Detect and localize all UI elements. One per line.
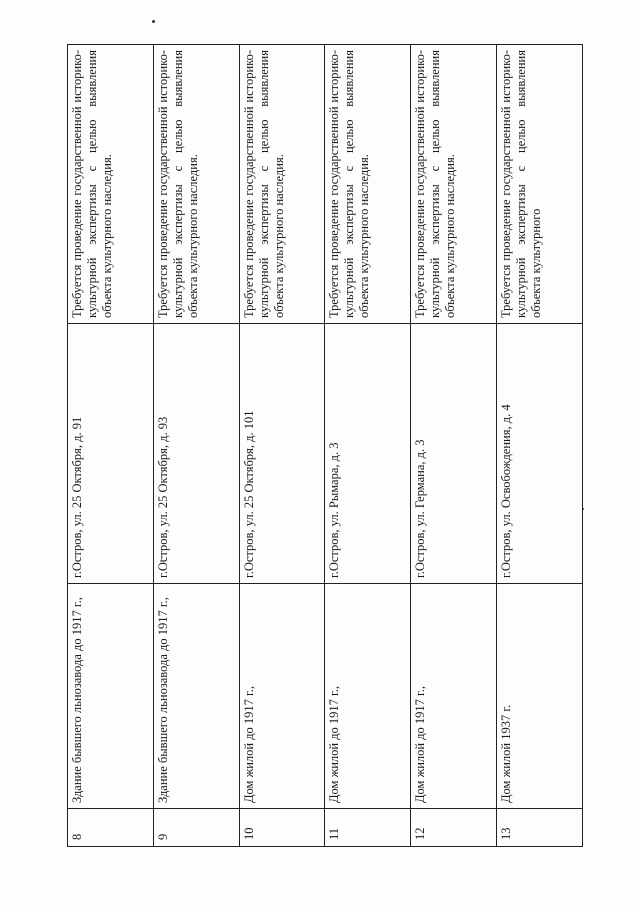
object-name: Дом жилой 1937 г. (497, 584, 583, 809)
object-status: Требуется проведение государственной историко-культурной экспертизы с целью выявления объекта культурного наследия. (68, 45, 154, 324)
object-address: г.Остров, ул. 25 Октября, д. 101 (239, 324, 325, 584)
object-status: Требуется проведение государственной историко-культурной экспертизы с целью выявления объекта культурного (497, 45, 583, 324)
object-name: Дом жилой до 1917 г., (411, 584, 497, 809)
object-address: г.Остров, ул. 25 Октября, д. 93 (153, 324, 239, 584)
row-number: 8 (68, 809, 154, 847)
row-number: 13 (497, 809, 583, 847)
object-status: Требуется проведение государственной историко-культурной экспертизы с целью выявления объекта культурного наследия. (239, 45, 325, 324)
rotated-table-page (67, 45, 583, 847)
object-name: Здание бывшего льнозавода до 1917 г., (153, 584, 239, 809)
row-number: 12 (411, 809, 497, 847)
object-status: Требуется проведение государственной историко-культурной экспертизы с целью выявления объекта культурного наследия. (325, 45, 411, 324)
object-address: г.Остров, ул. Германа, д. 3 (411, 324, 497, 584)
table-row (325, 45, 411, 847)
object-address: г.Остров, ул. Освобождения, д. 4 (497, 324, 583, 584)
table-row (153, 45, 239, 847)
row-number: 11 (325, 809, 411, 847)
object-name: Здание бывшего льнозавода до 1917 г., (68, 584, 154, 809)
object-address: г.Остров, ул. Рымара, д. 3 (325, 324, 411, 584)
heritage-objects-table (67, 44, 583, 847)
scan-speck (152, 20, 155, 23)
table-row (411, 45, 497, 847)
object-name: Дом жилой до 1917 г., (239, 584, 325, 809)
object-address: г.Остров, ул. 25 Октября, д. 91 (68, 324, 154, 584)
object-status: Требуется проведение государственной историко-культурной экспертизы с целью выявления объекта культурного наследия. (153, 45, 239, 324)
row-number: 10 (239, 809, 325, 847)
object-name: Дом жилой до 1917 г., (325, 584, 411, 809)
row-number: 9 (153, 809, 239, 847)
table-row (239, 45, 325, 847)
object-status: Требуется проведение государственной историко-культурной экспертизы с целью выявления объекта культурного наследия. (411, 45, 497, 324)
table-row (68, 45, 154, 847)
table-row (497, 45, 583, 847)
